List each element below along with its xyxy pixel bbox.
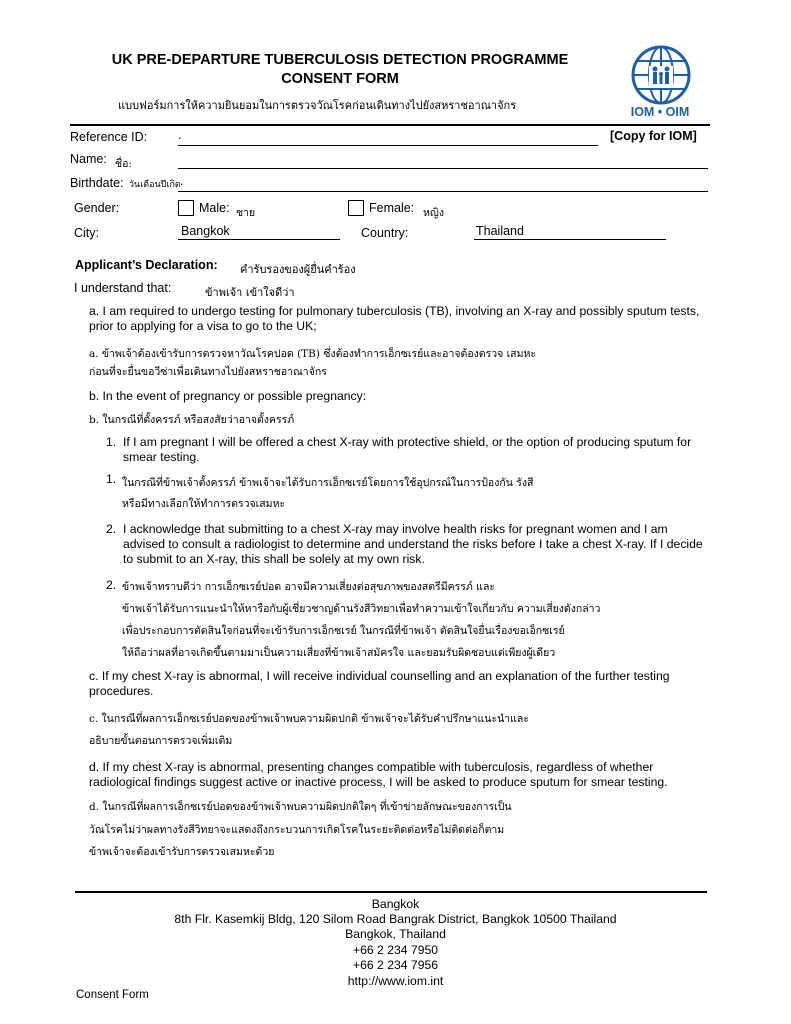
declaration-heading: Applicant’s Declaration: [75, 258, 218, 272]
clause-b1-th1: ในกรณีที่ข้าพเจ้าตั้งครรภ์ ข้าพเจ้าจะได้รับการเอ็กซเรย์โดยการใช้อุปกรณ์ในการป้องกัน รังสี [122, 477, 534, 489]
footer-phone-2: +66 2 234 7956 [352, 958, 439, 972]
form-title-line1: UK PRE-DEPARTURE TUBERCULOSIS DETECTION PROGRAMME [111, 52, 569, 68]
footer-divider [75, 891, 707, 893]
clause-b1-number-thai: 1. [106, 472, 117, 486]
clause-b-en: b. In the event of pregnancy or possible pregnancy: [89, 389, 367, 403]
female-checkbox[interactable] [348, 200, 364, 216]
name-label-thai: ชื่อ: [115, 158, 132, 170]
footer-website[interactable]: http://www.iom.int [347, 974, 444, 988]
iom-logo-icon [630, 44, 692, 106]
city-label: City: [74, 226, 99, 240]
female-label: Female: [369, 201, 415, 215]
name-label: Name: [70, 152, 107, 166]
country-value: Thailand [476, 224, 524, 238]
birthdate-label: Birthdate: [70, 176, 124, 190]
city-input[interactable] [178, 239, 340, 240]
male-label-thai: ชาย [236, 207, 256, 219]
clause-b2-th1: ข้าพเจ้าทราบดีว่า การเอ็กซเรย์ปอด อาจมีความเสี่ยงต่อสุขภาพของสตรีมีครรภ์ และ [122, 581, 496, 593]
copy-label: [Copy for IOM] [610, 129, 697, 143]
footer-address: 8th Flr. Kasemkij Bldg, 120 Silom Road Bangrak District, Bangkok 10500 Thailand [174, 912, 617, 926]
clause-a-th2: ก่อนที่จะยื่นขอวีซ่าเพื่อเดินทางไปยังสหราชอาณาจักร [89, 366, 327, 378]
footer-city-country: Bangkok, Thailand [345, 927, 446, 941]
clause-d-th3: ข้าพเจ้าจะต้องเข้ารับการตรวจเสมหะด้วย [89, 846, 275, 858]
reference-label: Reference ID: [70, 130, 148, 144]
form-title-line2: CONSENT FORM [281, 71, 399, 87]
gender-label: Gender: [74, 201, 120, 215]
clause-b1-number: 1. [106, 435, 117, 449]
clause-d-th2: วัณโรคไม่ว่าผลทางรังสีวิทยาจะแสดงถึงกระบวนการเกิดโรคในระยะติดต่อหรือไม่ติดต่อก็ตาม [89, 824, 505, 836]
birthdate-input[interactable] [178, 191, 708, 192]
footer-form-name: Consent Form [76, 989, 149, 1001]
iom-logo-text: IOM • OIM [630, 105, 690, 119]
footer-phone-1: +66 2 234 7950 [352, 943, 439, 957]
male-checkbox[interactable] [178, 200, 194, 216]
clause-b2-number-thai: 2. [106, 578, 117, 592]
birthdate-value: . [180, 174, 184, 188]
clause-c-th1: c. ในกรณีที่ผลการเอ็กซเรย์ปอดของข้าพเจ้าพบความผิดปกติ ข้าพเจ้าจะได้รับคำปรึกษาแนะนำและ [89, 713, 529, 725]
header-divider [70, 124, 710, 126]
clause-b2-th2: ข้าพเจ้าได้รับการแนะนำให้หารือกับผู้เชี่ยวชาญด้านรังสีวิทยาเพื่อทำความเข้าใจเกี่ยวกับ ความเสี่ยงดังกล่าว [122, 603, 601, 615]
male-label: Male: [199, 201, 230, 215]
clause-d-en: d. If my chest X-ray is abnormal, presenting changes compatible with tuberculosis, regardless of whether radiological findings suggest active or inactive process, I will be asked to produce sputum for smear testing. [89, 760, 668, 789]
understand-text: I understand that: [74, 281, 172, 295]
footer-city: Bangkok [371, 897, 420, 911]
clause-a-en: a. I am required to undergo testing for pulmonary tuberculosis (TB), involving an X-ray and possibly sputum tests, prior to applying for a visa to go to the UK; [89, 304, 700, 333]
clause-b1-en: If I am pregnant I will be offered a chest X-ray with protective shield, or the option of producing sputum for smear testing. [123, 435, 692, 464]
form-subtitle-thai: แบบฟอร์มการให้ความยินยอมในการตรวจวัณโรคก่อนเดินทางไปยังสหราชอาณาจักร [118, 99, 517, 112]
clause-d-th1: d. ในกรณีที่ผลการเอ็กซเรย์ปอดของข้าพเจ้าพบความผิดปกติใดๆ ที่เข้าข่ายลักษณะของการเป็น [89, 801, 512, 813]
declaration-heading-thai: คำรับรองของผู้ยื่นคำร้อง [240, 263, 356, 276]
name-input[interactable] [178, 168, 708, 169]
clause-b2-en: I acknowledge that submitting to a chest X-ray may involve health risks for pregnant women and I am advised to consult a radiologist to determine and understand the risks before I take a chest X-ray. If I decide to submit to an X-ray, this shall be solely at my own risk. [123, 522, 703, 566]
clause-c-th2: อธิบายขั้นตอนการตรวจเพิ่มเติม [89, 735, 233, 747]
reference-value: . [178, 128, 182, 142]
clause-b2-th4: ให้ถือว่าผลที่อาจเกิดขึ้นตามมาเป็นความเสี่ยงที่ข้าพเจ้าสมัครใจ และยอมรับผิดชอบแต่เพียงผู้เดียว [122, 647, 556, 659]
country-input[interactable] [474, 239, 666, 240]
country-label: Country: [361, 226, 409, 240]
clause-c-en: c. If my chest X-ray is abnormal, I will receive individual counselling and an explanation of the further testing procedures. [89, 669, 670, 698]
clause-b1-th2: หรือมีทางเลือกให้ทำการตรวจเสมหะ [122, 498, 286, 510]
clause-b2-number: 2. [106, 522, 117, 536]
reference-input[interactable] [178, 145, 598, 146]
clause-b-th: b. ในกรณีที่ตั้งครรภ์ หรือสงสัยว่าอาจตั้งครรภ์ [89, 414, 295, 426]
city-value: Bangkok [181, 224, 230, 238]
clause-a-th1: a. ข้าพเจ้าต้องเข้ารับการตรวจหาวัณโรคปอด (TB) ซึ่งต้องทำการเอ็กซเรย์และอาจต้องตรวจ เสมหะ [89, 348, 537, 360]
clause-b2-th3: เพื่อประกอบการตัดสินใจก่อนที่จะเข้ารับการเอ็กซเรย์ ในกรณีที่ข้าพเจ้า ตัดสินใจยื่นเรื่องขอเอ็กซเรย์ [122, 625, 565, 637]
birthdate-label-thai: วันเดือนปีเกิด [129, 180, 181, 190]
female-label-thai: หญิง [423, 207, 444, 219]
understand-text-thai: ข้าพเจ้า เข้าใจดีว่า [205, 286, 295, 299]
